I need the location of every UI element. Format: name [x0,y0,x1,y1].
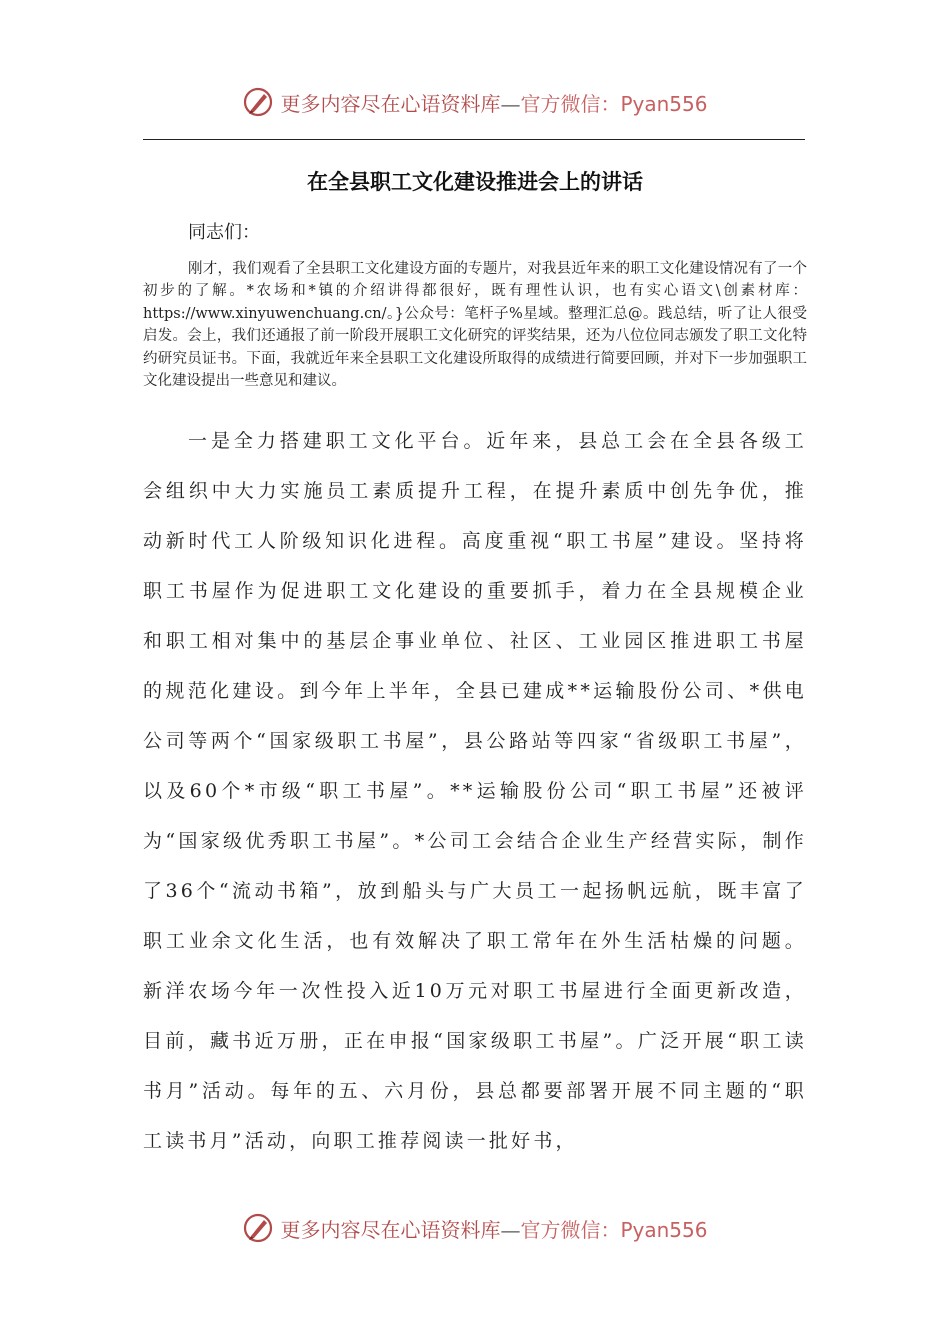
intro-paragraph: 刚才，我们观看了全县职工文化建设方面的专题片，对我县近年来的职工文化建设情况有了一个初步的了解。*农场和*镇的介绍讲得都很好，既有理性认识，也有实心语文\创素材库：https://www.xinyuwenchuang.cn/。}公众号：笔杆子%星域。整理汇总@。践总结，听了让人很受启发。会上，我们还通报了前一阶段开展职工文化研究的评奖结果，还为八位位同志颁发了职工文化特约研究员证书。下面，我就近年来全县职工文化建设所取得的成绩进行简要回顾，并对下一步加强职工文化建设提出一些意见和建议。 [143,261,807,390]
header-banner [0,82,950,122]
pen-logo-icon [242,1212,274,1244]
footer-banner-main: 更多内容尽在心语资料库 [280,1217,501,1242]
document-title: 在全县职工文化建设推进会上的讲话 [307,170,643,194]
body-paragraph: 一是全力搭建职工文化平台。近年来，县总工会在全县各级工会组织中大力实施员工素质提升工程，在提升素质中创先争优，推动新时代工人阶级知识化进程。高度重视“职工书屋”建设。坚持将职工书屋作为促进职工文化建设的重要抓手，着力在全县规模企业和职工相对集中的基层企事业单位、社区、工业园区推进职工书屋的规范化建设。到今年上半年，全县已建成**运输股份公司、*供电公司等两个“国家级职工书屋”，县公路站等四家“省级职工书屋”，以及60个*市级“职工书屋”。**运输股份公司“职工书屋”还被评为“国家级优秀职工书屋”。*公司工会结合企业生产经营实际，制作了36个“流动书箱”，放到船头与广大员工一起扬帆远航，既丰富了职工业余文化生活，也有效解决了职工常年在外生活枯燥的问题。新洋农场今年一次性投入近10万元对职工书屋进行全面更新改造，目前，藏书近万册，正在申报“国家级职工书屋”。广泛开展“职工读书月”活动。每年的五、六月份，县总都要部署开展不同主题的“职工读书月”活动，向职工推荐阅读一批好书， [143,430,807,1152]
header-banner-main: 更多内容尽在心语资料库 [280,91,501,116]
header-divider [143,139,805,140]
header-banner-dash: — [500,91,521,116]
header-banner-text [280,88,707,117]
footer-banner-dash: — [500,1217,521,1242]
footer-banner-text [280,1214,707,1243]
footer-banner-wechat: 官方微信：Pyan556 [520,1217,708,1242]
pen-logo-icon [242,86,274,118]
header-banner-wechat: 官方微信：Pyan556 [520,91,708,116]
footer-banner [0,1208,950,1248]
salutation: 同志们： [188,222,260,243]
